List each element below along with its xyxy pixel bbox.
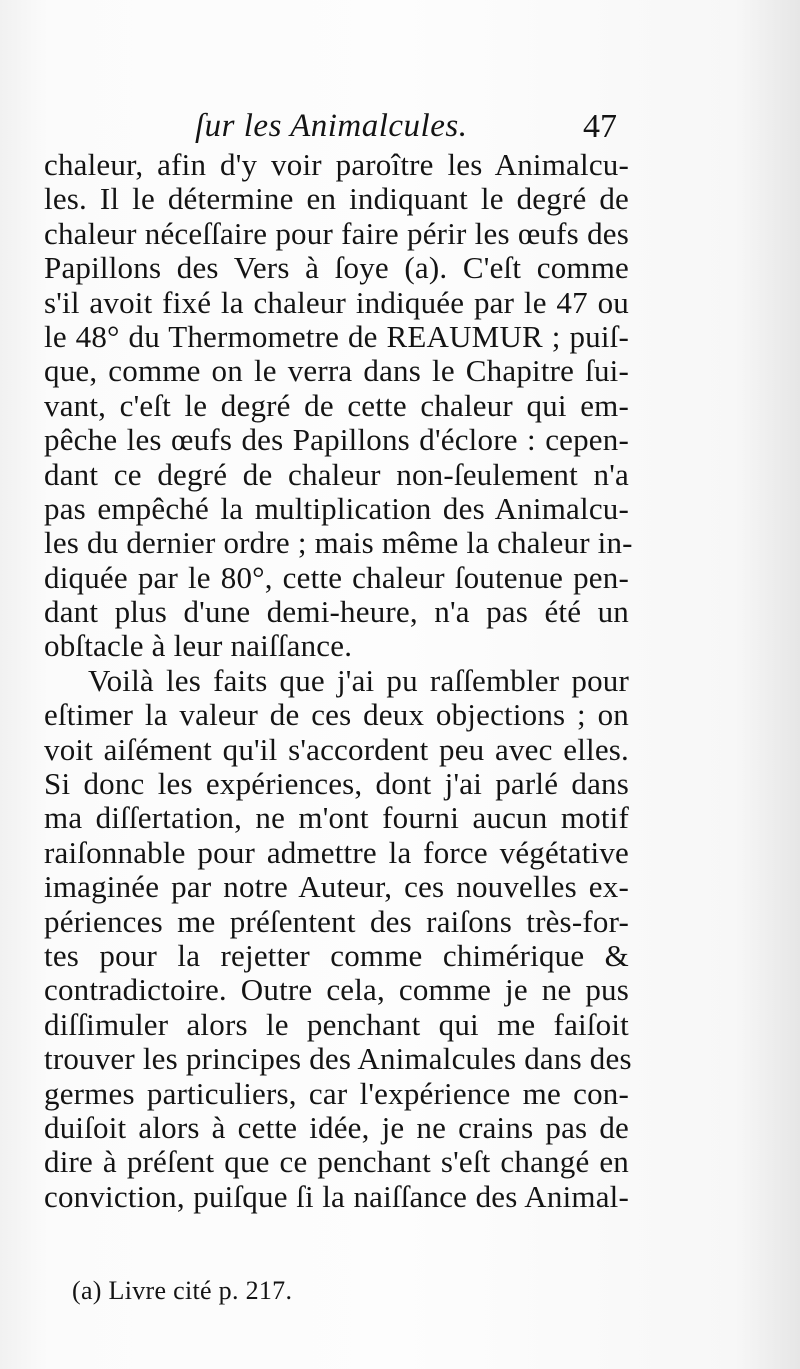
text-line: diſſimuler alors le penchant qui me faiſoit <box>44 1006 629 1042</box>
text-line: dant ce degré de chaleur non-ſeulement n'a <box>44 456 629 492</box>
text-line: conviction, puiſque ſi la naiſſance des Animal- <box>44 1178 629 1214</box>
text-line: Si donc les expériences, dont j'ai parlé dans <box>44 766 629 802</box>
text-line: vant, c'eſt le degré de cette chaleur qui em- <box>44 387 629 423</box>
text-line: contradictoire. Outre cela, comme je ne pus <box>44 972 629 1008</box>
page-number: 47 <box>583 108 617 145</box>
page-header <box>0 108 800 148</box>
text-line: eſtimer la valeur de ces deux objections ; on <box>44 697 629 733</box>
text-line: germes particuliers, car l'expérience me con- <box>44 1075 629 1111</box>
text-line: s'il avoit fixé la chaleur indiquée par le 47 ou <box>44 284 629 320</box>
text-line: imaginée par notre Auteur, ces nouvelles ex- <box>44 869 629 905</box>
text-line: trouver les principes des Animalcules dans des <box>44 1041 632 1077</box>
text-line: ma diſſertation, ne m'ont fourni aucun motif <box>44 800 629 836</box>
text-line: Papillons des Vers à ſoye (a). C'eſt comme <box>44 250 629 286</box>
paragraph-1 <box>44 147 633 664</box>
text-line: le 48° du Thermometre de REAUMUR ; puiſ- <box>44 318 629 354</box>
footnote: (a) Livre cité p. 217. <box>72 1276 293 1305</box>
text-line: périences me préſentent des raiſons très-for- <box>44 903 629 939</box>
text-line: que, comme on le verra dans le Chapitre ſui- <box>44 353 629 389</box>
text-line: chaleur néceſſaire pour faire périr les œufs des <box>44 215 629 251</box>
text-line: dant plus d'une demi-heure, n'a pas été un <box>44 594 629 630</box>
paragraph-2 <box>44 662 632 1214</box>
text-line: les. Il le détermine en indiquant le degré de <box>44 181 629 217</box>
text-line: voit aiſément qu'il s'accordent peu avec elles. <box>44 731 629 767</box>
text-line: chaleur, afin d'y voir paroître les Animalcu- <box>44 147 629 182</box>
text-line: obſtacle à leur naiſſance. <box>44 628 353 664</box>
text-line: pêche les œufs des Papillons d'éclore : cepen- <box>44 422 629 458</box>
text-line: diquée par le 80°, cette chaleur ſoutenue pen- <box>44 559 629 595</box>
body-text <box>44 147 633 1214</box>
text-line: raiſonnable pour admettre la force végétative <box>44 834 629 870</box>
text-line: duiſoit alors à cette idée, je ne crains pas de <box>44 1109 629 1145</box>
text-line: Voilà les faits que j'ai pu raſſembler pour <box>88 662 629 698</box>
text-line: les du dernier ordre ; mais même la chaleur in- <box>44 525 633 561</box>
text-line: dire à préſent que ce penchant s'eſt changé en <box>44 1144 629 1180</box>
running-title: ſur les Animalcules. <box>195 108 468 144</box>
text-line: tes pour la rejetter comme chimérique & <box>44 937 629 973</box>
text-line: pas empêché la multiplication des Animalcu- <box>44 490 629 526</box>
